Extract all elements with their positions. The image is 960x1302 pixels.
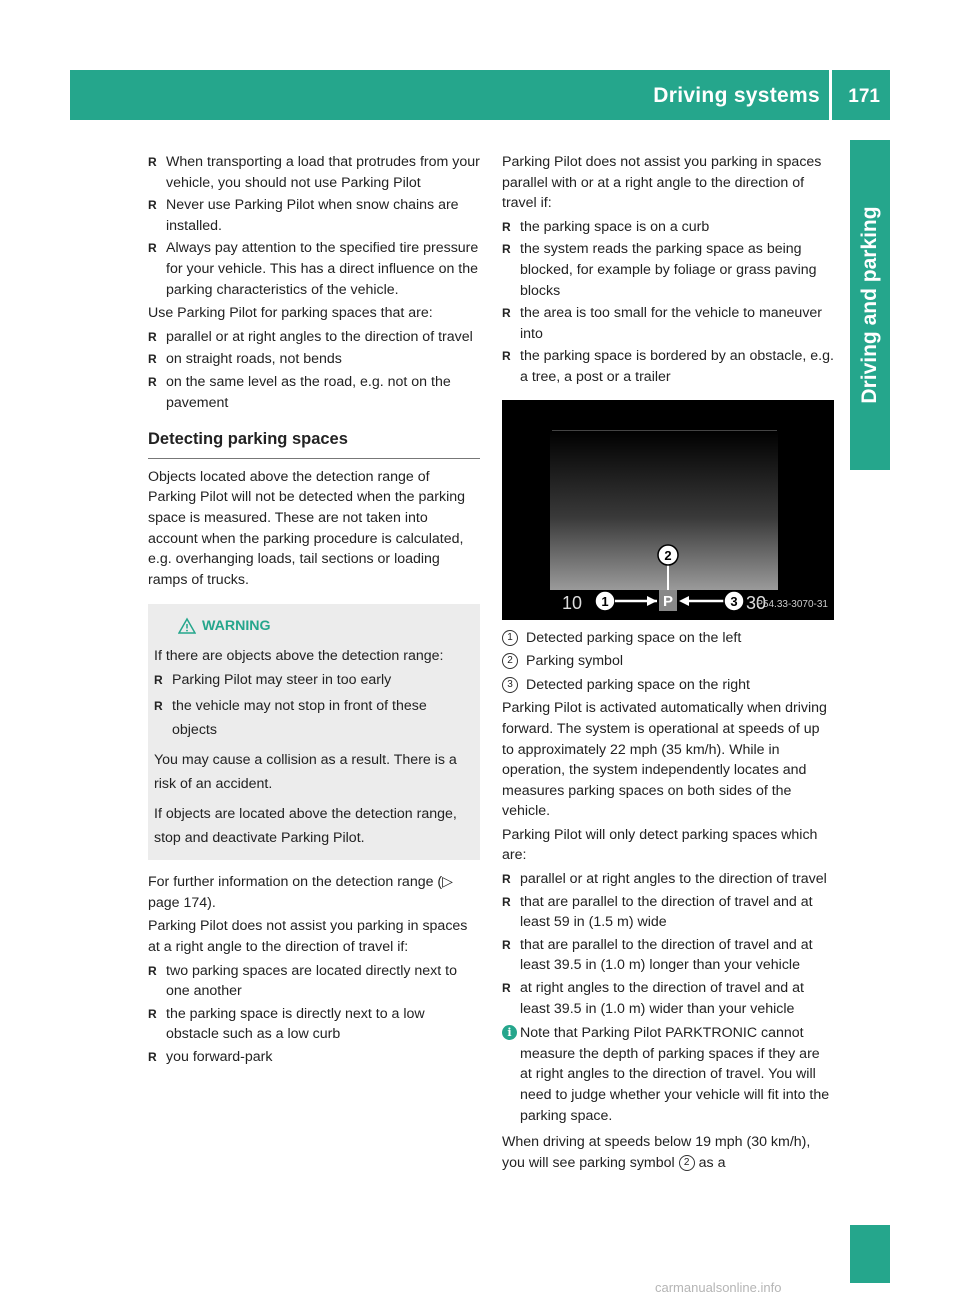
list-item: R the parking space is bordered by an obstacle, e.g. a tree, a post or a trailer xyxy=(502,346,834,387)
right-intro: Parking Pilot does not assist you parking in spaces parallel with or at a right angle to the direction of travel if: xyxy=(502,154,822,212)
right-bullet-list xyxy=(502,217,834,388)
not-assist-list xyxy=(148,961,480,1068)
legend-text: Detected parking space on the right xyxy=(526,676,750,693)
parking-symbol-letter: P xyxy=(662,592,674,610)
legend-item xyxy=(502,675,834,696)
list-item: R the parking space is on a curb xyxy=(502,217,834,238)
intro-bullet-list xyxy=(148,152,480,300)
section-title: Driving systems xyxy=(653,84,820,107)
legend-number: 3 xyxy=(502,677,518,693)
list-item: R Always pay attention to the specified tire pressure for your vehicle. This has a direct influence on the parking characteristics of the vehicle. xyxy=(148,238,480,300)
not-assist-intro: Parking Pilot does not assist you parking in spaces at a right angle to the direction of travel if: xyxy=(148,918,468,956)
warning-title xyxy=(178,614,474,638)
warning-label: WARNING xyxy=(202,618,271,635)
callout-1: 1 xyxy=(601,593,609,609)
list-item: R the parking space is directly next to a low obstacle such as a low curb xyxy=(148,1004,480,1045)
closing-paragraph xyxy=(502,1132,834,1173)
use-bullet-list xyxy=(148,327,480,413)
list-item: R two parking spaces are located directly next to one another xyxy=(148,961,480,1002)
info-note xyxy=(502,1023,834,1126)
list-item: R you forward-park xyxy=(148,1047,480,1068)
list-item: R parallel or at right angles to the direction of travel xyxy=(502,869,834,890)
list-item: R the system reads the parking space as being blocked, for example by foliage or grass paving blocks xyxy=(502,239,834,301)
list-item: R Never use Parking Pilot when snow chains are installed. xyxy=(148,195,480,236)
closing-suffix: as a xyxy=(698,1154,726,1171)
legend-item xyxy=(502,651,834,672)
callout-3: 3 xyxy=(730,593,738,609)
further-info-link[interactable]: For further information on the detection range (▷ page 174). xyxy=(148,874,454,911)
legend-number: 2 xyxy=(502,653,518,669)
closing-callout: 2 xyxy=(679,1155,695,1171)
list-item: R the area is too small for the vehicle to maneuver into xyxy=(502,303,834,344)
image-code: P54.33-3070-31 xyxy=(756,598,828,610)
legend-text: Detected parking space on the left xyxy=(526,629,742,646)
legend-item xyxy=(502,628,834,649)
page-number: 171 xyxy=(848,86,880,107)
left-column xyxy=(148,152,480,1071)
watermark: carmanualsonline.info xyxy=(655,1280,782,1295)
header-divider xyxy=(829,70,832,120)
list-item: R at right angles to the direction of travel and at least 39.5 in (1.0 m) wider than your vehicle xyxy=(502,978,834,1019)
list-item: R Parking Pilot may steer in too early xyxy=(154,668,474,692)
warning-action: If objects are located above the detection range, stop and deactivate Parking Pilot. xyxy=(154,806,457,847)
detect-intro: Parking Pilot will only detect parking spaces which are: xyxy=(502,826,818,864)
detect-paragraph: Objects located above the detection range of Parking Pilot will not be detected when the parking space is measured. These are not taken into account when the parking procedure is calculated, e.g. overhanging loads, tail sections or loading ramps of trucks. xyxy=(148,468,466,588)
list-item: R When transporting a load that protrudes from your vehicle, you should not use Parking Pilot xyxy=(148,152,480,193)
left-distance-value: 10 xyxy=(562,592,583,613)
warning-intro: If there are objects above the detection range: xyxy=(154,648,444,665)
warning-consequence: You may cause a collision as a result. There is a risk of an accident. xyxy=(154,752,457,793)
callout-2: 2 xyxy=(664,547,672,563)
list-item: R that are parallel to the direction of travel and at least 59 in (1.5 m) wide xyxy=(502,892,834,933)
list-item: R parallel or at right angles to the direction of travel xyxy=(148,327,480,348)
chapter-tab-label: Driving and parking xyxy=(858,206,881,404)
left-arrow-icon xyxy=(647,596,657,606)
use-intro: Use Parking Pilot for parking spaces that are: xyxy=(148,305,433,322)
right-distance-value: 30 xyxy=(746,592,767,613)
info-icon: i xyxy=(502,1025,517,1040)
info-note-text: Note that Parking Pilot PARKTRONIC cannot measure the depth of parking spaces if they are at right angles to the direction of travel. You will need to judge whether your vehicle will fit into the parking space. xyxy=(520,1025,830,1124)
detect-bullet-list xyxy=(502,869,834,1019)
warning-bullet-list xyxy=(154,668,474,742)
section-heading: Detecting parking spaces xyxy=(148,429,480,459)
page-header xyxy=(70,70,890,120)
legend-text: Parking symbol xyxy=(526,653,623,670)
warning-box xyxy=(148,604,480,860)
legend-number: 1 xyxy=(502,630,518,646)
warning-triangle-icon xyxy=(178,617,196,635)
figure-legend xyxy=(502,628,834,696)
activation-paragraph: Parking Pilot is activated automatically when driving forward. The system is operational at speeds of up to approximately 22 mph (35 km/h). While in operation, the system independently locates and measures parking spaces on both sides of the vehicle. xyxy=(502,700,827,820)
closing-text: When driving at speeds below 19 mph (30 km/h), you will see parking symbol xyxy=(502,1134,811,1171)
list-item: R the vehicle may not stop in front of these objects xyxy=(154,694,474,742)
chapter-marker xyxy=(850,1225,890,1283)
parking-diagram xyxy=(502,400,834,620)
parking-display-figure xyxy=(502,400,834,620)
list-item: R that are parallel to the direction of travel and at least 39.5 in (1.0 m) longer than your vehicle xyxy=(502,935,834,976)
list-item: R on straight roads, not bends xyxy=(148,349,480,370)
right-arrow-icon xyxy=(679,596,689,606)
right-column xyxy=(502,152,834,1176)
list-item: R on the same level as the road, e.g. not on the pavement xyxy=(148,372,480,413)
